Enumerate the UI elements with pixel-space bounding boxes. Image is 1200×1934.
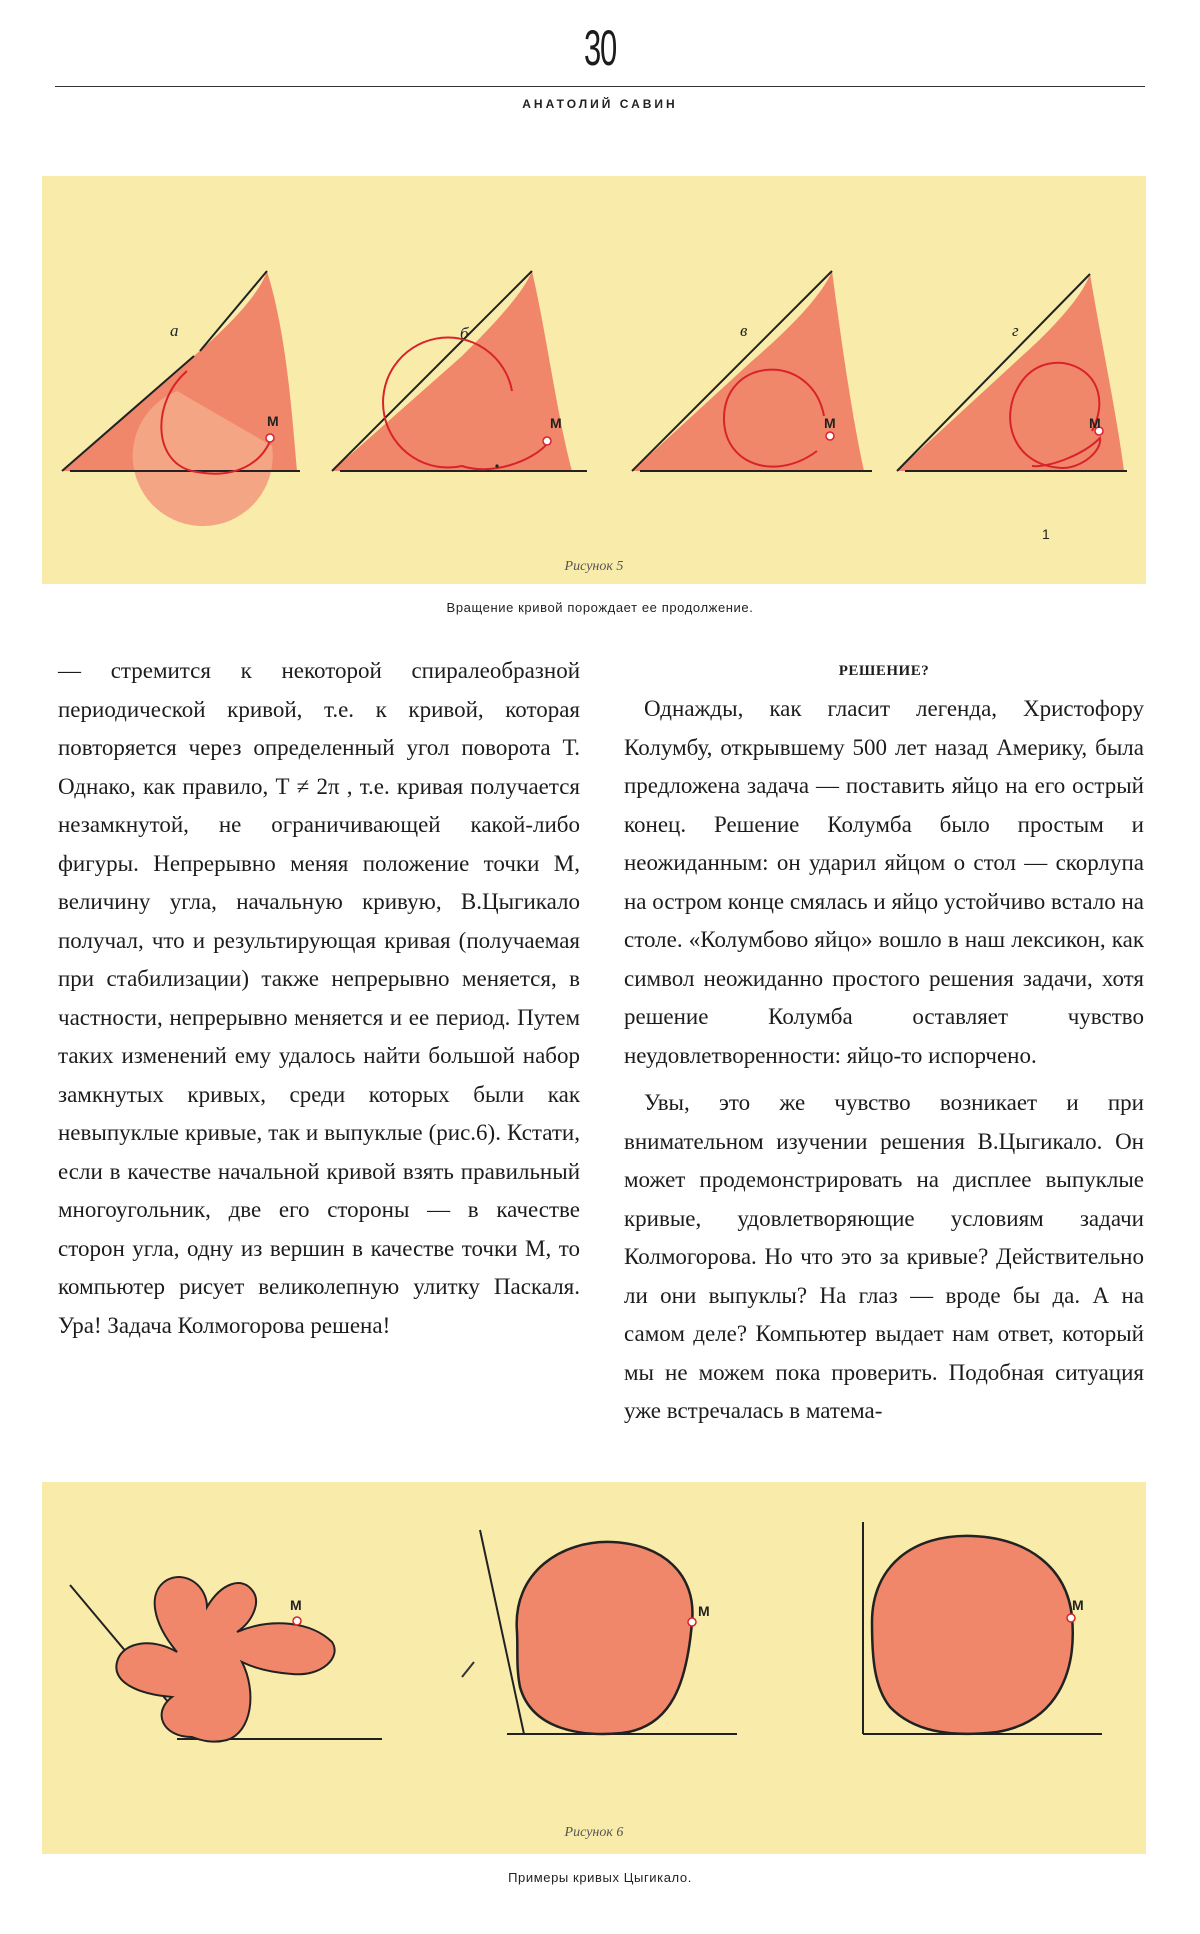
figure-5-panel-v [632, 271, 872, 471]
point-m-label: М [1072, 1597, 1084, 1613]
point-m-label: М [550, 415, 562, 431]
right-paragraph-2: Увы, это же чувство возникает и при внимательном изучении решения В.Цыгикало. Он может продемонстрировать на дисплее выпуклые кривые, удовлетворяющие условиям задачи Колмогорова. Но что это за кривые? Действительно ли они выпуклы? На глаз — вроде бы да. А на самом деле? Компьютер выдает нам ответ, который мы не можем пока проверить. Подобная ситуация уже встречалась в матема- [624, 1090, 1144, 1423]
panel-letter-v: в [740, 321, 748, 340]
point-m-label: М [267, 413, 279, 429]
figure-5-mark: 1 [1042, 526, 1050, 542]
panel-letter-g: г [1012, 321, 1019, 340]
figure-6-caption: Примеры кривых Цыгикало. [508, 1870, 692, 1885]
page-number: 30 [583, 20, 617, 76]
header-rule [55, 86, 1145, 87]
section-title: РЕШЕНИЕ? [838, 663, 930, 679]
figure-6-illustration [42, 1482, 1146, 1854]
figure-5-label: Рисунок 5 [564, 559, 624, 574]
left-paragraph: — стремится к некоторой спиралеобразной периодической кривой, т.е. к кривой, которая повторяется через определенный угол поворота Т. Однако, как правило, Т ≠ 2π , т.е. кривая получается незамкнутой, не ограничивающей какой-либо фигуры. Непрерывно меняя положение точки М, величину угла, начальную кривую, В.Цыгикало получал, что и результирующая кривая (получаемая при стабилизации) также непрерывно меняется, в частности, непрерывно меняется и ее период. Путем таких изменений ему удалось найти большой набор замкнутых кривых, среди которых были как невыпуклые кривые, так и выпуклые (рис.6). Кстати, если в качестве начальной кривой взять правильный многоугольник, две его стороны — в качестве сторон угла, одну из вершин в качестве точки М, то компьютер рисует великолепную улитку Паскаля. Ура! Задача Колмогорова решена! [58, 658, 580, 1338]
figure-5-caption: Вращение кривой порождает ее продолжение. [446, 600, 754, 615]
panel-letter-b: б [460, 324, 469, 343]
figure-6-shape-nonconvex [70, 1577, 382, 1742]
left-column [58, 652, 580, 1345]
figure-5 [42, 176, 1146, 584]
right-column [624, 652, 1144, 1431]
point-m-label: М [824, 415, 836, 431]
figure-5-illustration [42, 176, 1146, 584]
point-m-label: М [698, 1603, 710, 1619]
page-header [0, 0, 1200, 120]
figure-6 [42, 1482, 1146, 1854]
figure-6-label: Рисунок 6 [564, 1825, 624, 1840]
running-head-author: АНАТОЛИЙ САВИН [522, 97, 678, 111]
point-m-label: М [290, 1597, 302, 1613]
figure-5-panel-a [62, 271, 300, 526]
right-paragraph-1: Однажды, как гласит легенда, Христофору Колумбу, открывшему 500 лет назад Америку, была предложена задача — поставить яйцо на его острый конец. Решение Колумба было простым и неожиданным: он ударил яйцом о стол — скорлупа на остром конце смялась и яйцо устойчиво встало на столе. «Колумбово яйцо» вошло в наш лексикон, как символ неожиданно простого решения задачи, хотя решение Колумба оставляет чувство неудовлетворенности: яйцо-то испорчено. [624, 696, 1144, 1068]
figure-5-panel-g [897, 274, 1127, 471]
point-m-label: М [1089, 415, 1101, 431]
figure-6-shape-convex-2 [863, 1522, 1102, 1734]
panel-letter-a: а [170, 321, 179, 340]
figure-6-shape-convex-1 [462, 1530, 737, 1734]
figure-5-panel-b [332, 271, 587, 471]
